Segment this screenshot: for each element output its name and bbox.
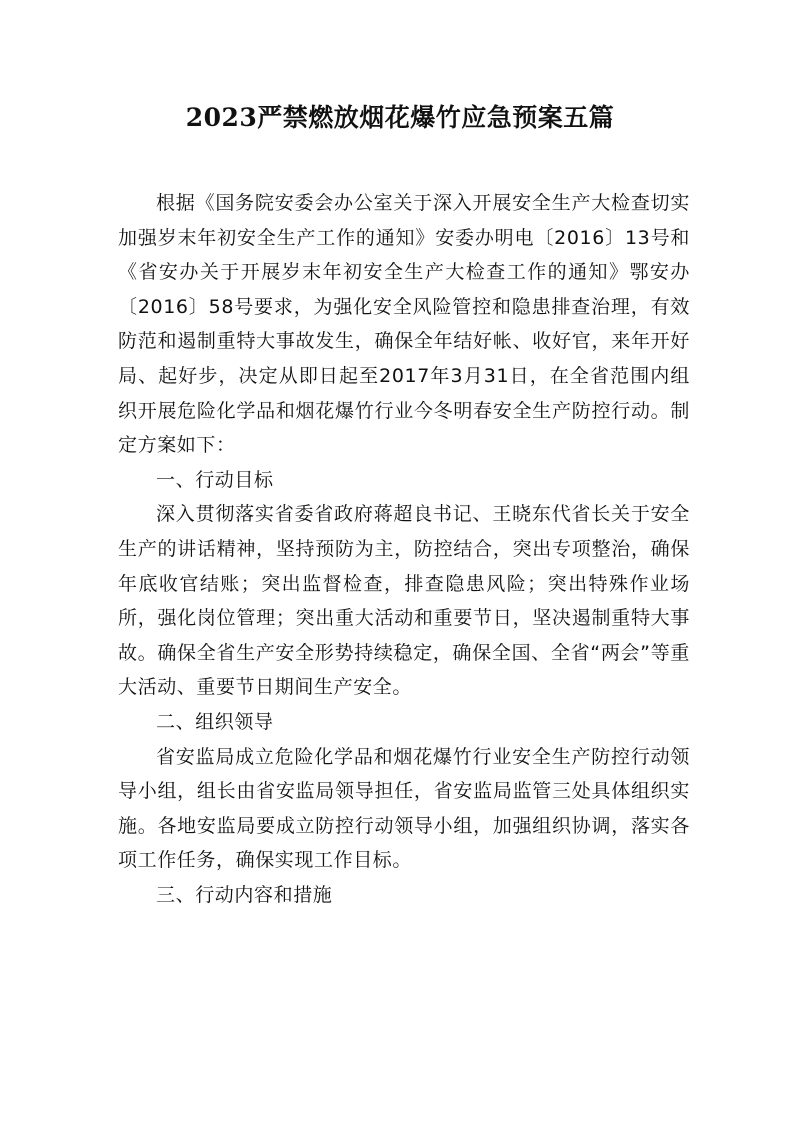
intro-paragraph: 根据《国务院安委会办公室关于深入开展安全生产大检查切实加强岁末年初安全生产工作的通知》安委办明电〔2016〕13号和《省安办关于开展岁末年初安全生产大检查工作的通知》鄂安办〔2016〕58号要求，为强化安全风险管控和隐患排查治理，有效防范和遏制重特大事故发生，确保全年结好帐、收好官，来年开好局、起好步，决定从即日起至2017年3月31日，在全省范围内组织开展危险化学品和烟花爆竹行业今冬明春安全生产防控行动。制定方案如下： (118, 192, 690, 457)
section-heading-content-measures: 三、行动内容和措施 (156, 883, 333, 906)
organization-paragraph: 省安监局成立危险化学品和烟花爆竹行业安全生产防控行动领导小组，组长由省安监局领导担任，省安监局监管三处具体组织实施。各地安监局要成立防控行动领导小组，加强组织协调，落实各项工作任务，确保实现工作目标。 (118, 745, 690, 872)
section-heading-organization: 二、组织领导 (156, 710, 274, 733)
action-goals-paragraph: 深入贯彻落实省委省政府蒋超良书记、王晓东代省长关于安全生产的讲话精神，坚持预防为主，防控结合，突出专项整治，确保年底收官结账；突出监督检查，排查隐患风险；突出特殊作业场所，强化岗位管理；突出重大活动和重要节日，坚决遏制重特大事故。确保全省生产安全形势持续稳定，确保全国、全省“两会”等重大活动、重要节日期间生产安全。 (118, 503, 690, 699)
document-title: 2023严禁燃放烟花爆竹应急预案五篇 (185, 103, 615, 132)
section-heading-action-goals: 一、行动目标 (156, 468, 274, 491)
document-body (118, 186, 690, 912)
